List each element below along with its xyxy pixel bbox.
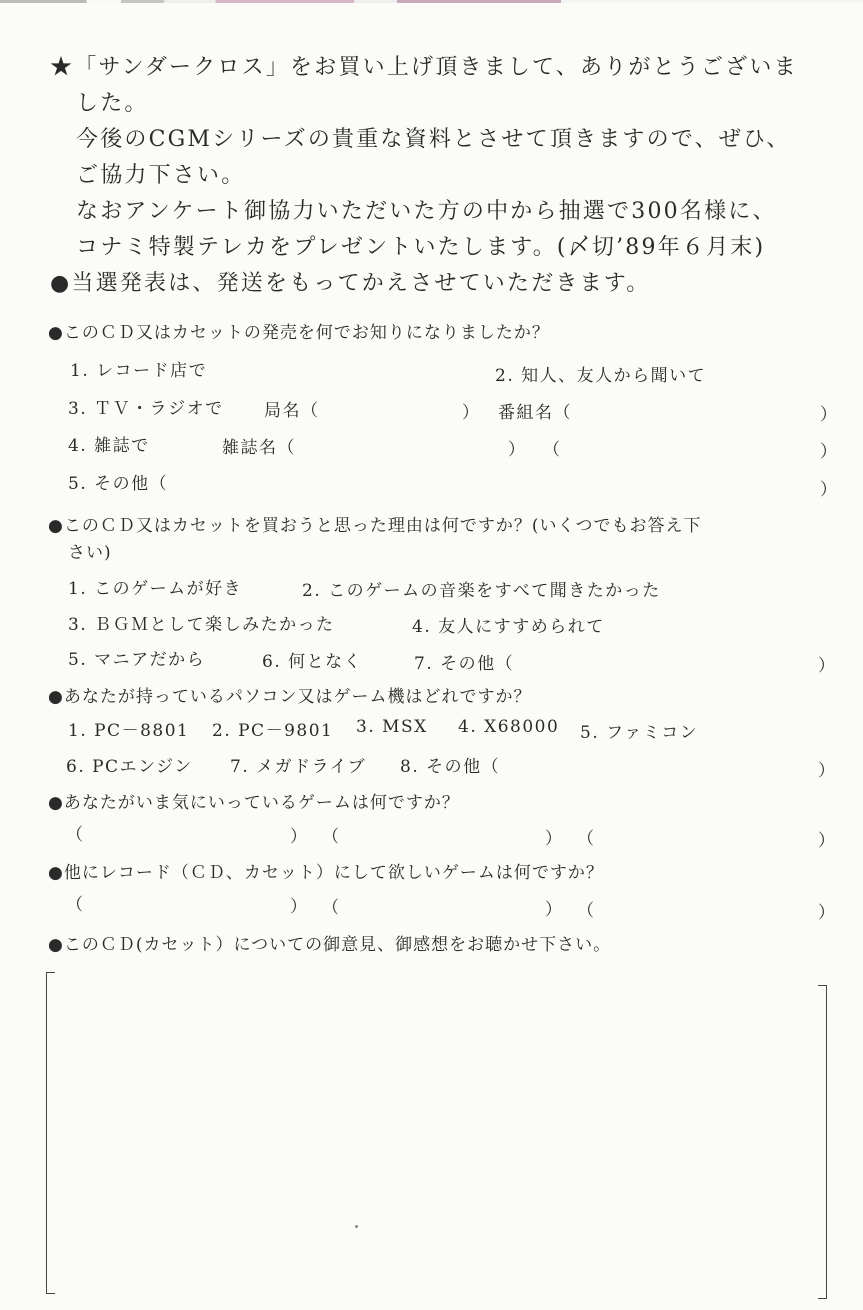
question-3: ●あなたが持っているパソコン又はゲーム機はどれですか？	[48, 687, 532, 707]
intro-line-3: 今後のCGMシリーズの貴重な資料とさせて頂きますので、ぜひ、	[76, 127, 791, 152]
q1-magazine-extra-input[interactable]	[565, 435, 815, 457]
comment-box-left-bracket	[46, 972, 55, 1294]
intro-text	[50, 50, 840, 302]
q5-close-1: ）	[290, 897, 307, 917]
q4-open-3: （	[577, 829, 594, 849]
q1-option-3[interactable]: 3. ＴＶ・ラジオで	[68, 399, 224, 419]
q1-other-input[interactable]	[200, 469, 810, 491]
q4-close-2: ）	[545, 829, 562, 849]
q2-option-5[interactable]: 5. マニアだから	[68, 650, 206, 670]
q2-other-input[interactable]	[530, 649, 810, 671]
q1-option-5[interactable]: 5. その他（	[68, 474, 169, 494]
q1-station-close: ）	[462, 403, 479, 423]
q1-station-input[interactable]	[320, 396, 460, 418]
q3-other-input[interactable]	[510, 752, 810, 774]
paper-speck	[355, 1225, 358, 1228]
q4-close-3: ）	[818, 831, 835, 851]
q5-close-2: ）	[545, 900, 562, 920]
q5-open-1: （	[66, 895, 83, 915]
q4-close-1: ）	[290, 827, 307, 847]
q4-answer-1-input[interactable]	[85, 820, 285, 842]
q1-program-input[interactable]	[575, 398, 815, 420]
q3-option-1[interactable]: 1. PC－8801	[68, 721, 190, 741]
q1-magazine-input[interactable]	[300, 433, 500, 455]
intro-line-2: した。	[76, 91, 149, 116]
q3-option-4[interactable]: 4. X68000	[458, 717, 560, 737]
q5-close-3: ）	[818, 903, 835, 923]
q1-option-1[interactable]: 1. レコード店で	[70, 361, 208, 381]
question-2-line-2: さい)	[68, 543, 112, 563]
question-5: ●他にレコード（ＣＤ、カセット）にして欲しいゲームは何ですか？	[48, 863, 604, 883]
q1-station-label: 局名（	[264, 401, 320, 421]
q2-option-2[interactable]: 2. このゲームの音楽をすべて聞きたかった	[302, 581, 661, 601]
intro-line-5: なおアンケート御協力いただいた方の中から抽選で300名様に、	[76, 199, 777, 224]
q1-program-close: ）	[820, 405, 837, 425]
q1-other-close: ）	[820, 480, 837, 500]
q5-open-3: （	[577, 901, 594, 921]
q4-open-2: （	[322, 827, 339, 847]
q5-answer-2-input[interactable]	[340, 893, 540, 915]
q3-option-8[interactable]: 8. その他（	[400, 757, 501, 777]
intro-line-1: ★「サンダークロス」をお買い上げ頂きまして、ありがとうございま	[50, 55, 798, 80]
q4-open-1: （	[66, 825, 83, 845]
top-edge-strip	[0, 0, 863, 3]
q5-answer-1-input[interactable]	[85, 890, 285, 912]
question-1: ●このＣＤ又はカセットの発売を何でお知りになりましたか？	[48, 323, 550, 343]
q3-option-5[interactable]: 5. ファミコン	[580, 723, 699, 743]
question-6: ●このＣＤ(カセット）についての御意見、御感想をお聴かせ下さい。	[48, 935, 612, 955]
question-2-line-1: ●このＣＤ又はカセットを買おうと思った理由は何ですか？(いくつでもお答え下	[48, 516, 702, 536]
q5-answer-3-input[interactable]	[595, 896, 810, 918]
comment-box-right-bracket	[818, 985, 827, 1299]
q2-option-4[interactable]: 4. 友人にすすめられて	[412, 617, 605, 637]
comment-box-input[interactable]	[60, 985, 810, 1285]
intro-line-6: コナミ特製テレカをプレゼントいたします。(〆切’89年６月末)	[76, 235, 766, 260]
q4-answer-2-input[interactable]	[340, 822, 540, 844]
question-4: ●あなたがいま気にいっているゲームは何ですか？	[48, 793, 460, 813]
q2-option-6[interactable]: 6. 何となく	[262, 652, 363, 672]
q2-option-7[interactable]: 7. その他（	[414, 654, 515, 674]
q5-open-2: （	[322, 898, 339, 918]
q3-option-7[interactable]: 7. メガドライブ	[230, 757, 367, 777]
q3-other-close: ）	[818, 761, 835, 781]
q1-magazine-extra-close: ）	[820, 442, 837, 462]
q4-answer-3-input[interactable]	[595, 824, 810, 846]
q1-program-label: 番組名（	[498, 403, 572, 423]
intro-line-4: ご協力下さい。	[76, 163, 246, 188]
q2-option-3[interactable]: 3. ＢＧＭとして楽しみたかった	[68, 615, 335, 635]
q1-magazine-label: 雑誌名（	[222, 438, 296, 458]
q3-option-3[interactable]: 3. MSX	[356, 717, 428, 737]
q1-magazine-extra-open: （	[543, 440, 560, 460]
q3-option-6[interactable]: 6. PCエンジン	[66, 757, 193, 777]
intro-line-7: ●当選発表は、発送をもってかえさせていただきます。	[50, 271, 651, 296]
q2-other-close: ）	[818, 656, 835, 676]
q1-option-4[interactable]: 4. 雑誌で	[68, 436, 150, 456]
q1-magazine-close: ）	[508, 440, 525, 460]
q3-option-2[interactable]: 2. PC－9801	[212, 721, 334, 741]
q1-option-2[interactable]: 2. 知人、友人から聞いて	[495, 366, 707, 386]
q2-option-1[interactable]: 1. このゲームが好き	[68, 579, 243, 599]
